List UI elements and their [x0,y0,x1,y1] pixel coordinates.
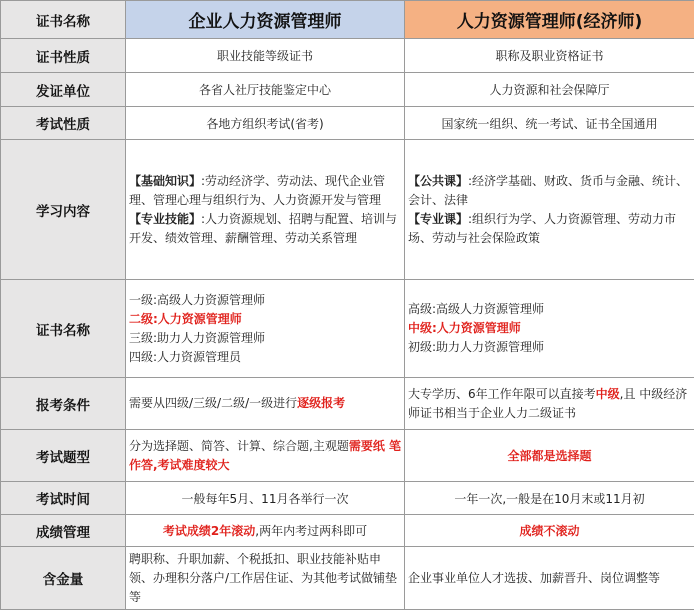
content-a-basic [129,172,401,210]
conditions-b-text: 大专学历、6年工作年限可以直接考 [408,386,596,401]
pro-skills-tag: 【专业技能】 [129,211,202,226]
exam-nature-a: 各地方组织考试(省考) [126,107,405,140]
row-label-conditions: 报考条件 [1,378,126,430]
row-label-levels: 证书名称 [1,280,126,378]
nature-b: 职称及职业资格证书 [405,39,694,73]
conditions-a-highlight: 逐级报考 [297,396,346,410]
value-a: 聘职称、升职加薪、个税抵扣、职业技能补贴申领、办理积分落户/工作居住证、为其他考试做铺垫等 [126,547,405,610]
content-b-public [408,172,691,210]
row-nature [1,39,694,73]
row-scores [1,515,694,547]
header-row [1,1,694,39]
row-content [1,140,694,280]
level-a-2: 二级:人力资源管理师 [129,311,242,326]
question-types-a-highlight: 需要纸 笔作答,考试难度较大 [129,438,402,472]
row-label-question-types: 考试题型 [1,430,126,482]
question-types-a-text: 分为选择题、简答、计算、综合题,主观题 [129,438,349,453]
content-a-pro [129,210,401,248]
header-label: 证书名称 [1,1,126,39]
row-issuer [1,73,694,107]
basic-knowledge-tag: 【基础知识】 [129,173,202,188]
row-label-scores: 成绩管理 [1,515,126,547]
content-b [405,140,694,280]
row-value [1,547,694,610]
scores-a-text: ,两年内考过两科即可 [255,524,368,538]
row-exam-nature [1,107,694,140]
row-exam-time [1,482,694,515]
row-label-exam-time: 考试时间 [1,482,126,515]
pro-course-text: :组织行为学、人力资源管理、劳动力市场、劳动与社会保险政策 [408,211,677,245]
row-levels [1,280,694,378]
issuer-b: 人力资源和社会保障厅 [405,73,694,107]
row-conditions [1,378,694,430]
conditions-b [405,378,694,430]
row-label-exam-nature: 考试性质 [1,107,126,140]
issuer-a: 各省人社厅技能鉴定中心 [126,73,405,107]
row-label-value: 含金量 [1,547,126,610]
level-b-3: 初级:助力人力资源管理师 [408,340,545,354]
conditions-a [126,378,405,430]
public-course-text: :经济学基础、财政、货币与金融、统计、会计、法律 [408,173,689,207]
level-a-3: 三级:助力人力资源管理师 [129,330,266,345]
conditions-b-highlight: 中级 [595,386,620,401]
exam-nature-b: 国家统一组织、统一考试、证书全国通用 [405,107,694,140]
row-label-content: 学习内容 [1,140,126,280]
conditions-b-text-tail: ,且 中级经济师证书相当于企业人力二级证书 [408,386,688,420]
row-label-nature: 证书性质 [1,39,126,73]
level-b-2: 中级:人力资源管理师 [408,321,521,335]
content-b-pro [408,210,691,248]
cert-a-title: 企业人力资源管理师 [126,1,405,39]
row-label-issuer: 发证单位 [1,73,126,107]
nature-a: 职业技能等级证书 [126,39,405,73]
value-b: 企业事业单位人才选拔、加薪晋升、岗位调整等 [405,547,694,610]
row-question-types [1,430,694,482]
question-types-b: 全部都是选择题 [405,430,694,482]
scores-a [126,515,405,547]
pro-skills-text: :人力资源规划、招聘与配置、培训与开发、绩效管理、薪酬管理、劳动关系管理 [129,211,398,245]
scores-b: 成绩不滚动 [405,515,694,547]
level-a-1: 一级:高级人力资源管理师 [129,292,266,307]
scores-a-highlight: 考试成绩2年滚动 [162,524,256,538]
levels-b [405,280,694,378]
question-types-a [126,430,405,482]
pro-course-tag: 【专业课】 [408,211,469,226]
levels-a [126,280,405,378]
exam-time-b: 一年一次,一般是在10月末或11月初 [405,482,694,515]
basic-knowledge-text: :劳动经济学、劳动法、现代企业管理、管理心理与组织行为、人力资源开发与管理 [129,173,386,207]
exam-time-a: 一般每年5月、11月各举行一次 [126,482,405,515]
level-a-4: 四级:人力资源管理员 [129,349,242,364]
content-a [126,140,405,280]
level-b-1: 高级:高级人力资源管理师 [408,302,545,316]
cert-b-title: 人力资源管理师(经济师) [405,1,694,39]
conditions-a-text: 需要从四级/三级/二级/一级进行 [129,396,298,410]
public-course-tag: 【公共课】 [408,173,469,188]
